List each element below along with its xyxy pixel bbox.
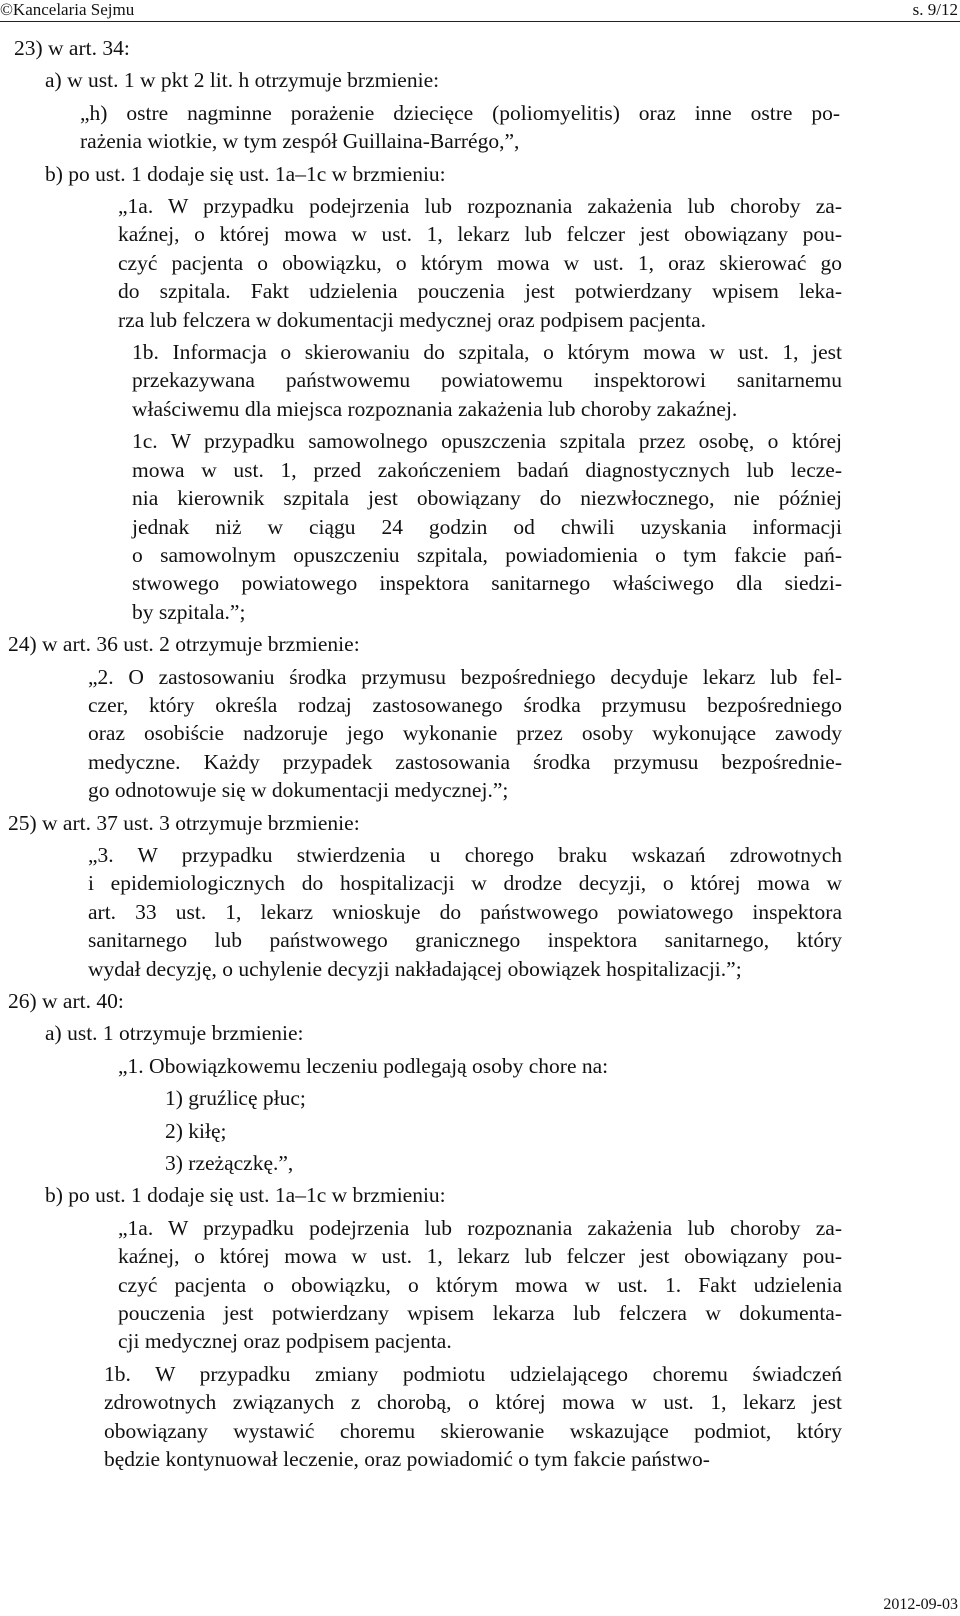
text-line: b) po ust. 1 dodaje się ust. 1a–1c w brzmieniu: bbox=[45, 161, 446, 186]
page-header bbox=[0, 0, 960, 22]
text-line: medyczne. Każdy przypadek zastosowania środka przymusu bezpośrednie- bbox=[88, 749, 842, 774]
paragraph bbox=[14, 34, 804, 62]
paragraph bbox=[118, 192, 842, 334]
paragraph bbox=[118, 1214, 842, 1356]
header-copyright: ©Kancelaria Sejmu bbox=[0, 0, 135, 19]
paragraph bbox=[88, 841, 842, 983]
paragraph bbox=[165, 1117, 842, 1145]
footer-date: 2012-09-03 bbox=[883, 1596, 958, 1613]
text-line: wydał decyzję, o uchylenie decyzji nakładającej obowiązek hospitalizacji.”; bbox=[88, 956, 742, 981]
text-line: kaźnej, o której mowa w ust. 1, lekarz lub felczer jest obowiązany pou- bbox=[118, 222, 842, 247]
paragraph bbox=[8, 630, 798, 658]
text-line: „1a. W przypadku podejrzenia lub rozpoznania zakażenia lub choroby za- bbox=[118, 1215, 842, 1240]
text-line: oraz osobiście nadzoruje jego wykonanie przez osoby wykonujące zawody bbox=[88, 721, 842, 746]
text-line: 23) w art. 34: bbox=[14, 36, 130, 60]
paragraph bbox=[165, 1149, 842, 1177]
header-page-number: s. 9/12 bbox=[912, 0, 958, 19]
text-line: art. 33 ust. 1, lekarz wnioskuje do państwowego powiatowego inspektora bbox=[88, 899, 842, 924]
document-body bbox=[0, 34, 960, 1478]
text-line: jednak niż w ciągu 24 godzin od chwili uzyskania informacji bbox=[132, 514, 842, 539]
text-line: zdrowotnych związanych z chorobą, o której mowa w ust. 1, lekarz jest bbox=[104, 1390, 842, 1415]
text-line: „3. W przypadku stwierdzenia u chorego braku wskazań zdrowotnych bbox=[88, 842, 842, 867]
text-line: b) po ust. 1 dodaje się ust. 1a–1c w brzmieniu: bbox=[45, 1183, 446, 1208]
text-line: czyć pacjenta o obowiązku, o którym mowa w ust. 1, oraz skierować go bbox=[118, 250, 842, 275]
paragraph bbox=[104, 1360, 842, 1474]
text-line: czyć pacjenta o obowiązku, o którym mowa w ust. 1. Fakt udzielenia bbox=[118, 1272, 842, 1297]
text-line: 1c. W przypadku samowolnego opuszczenia szpitala przez osobę, o której bbox=[132, 429, 842, 454]
text-line: będzie kontynuował leczenie, oraz powiadomić o tym fakcie państwo- bbox=[104, 1447, 710, 1472]
text-line: mowa w ust. 1, przed zakończeniem badań diagnostycznych lub lecze- bbox=[132, 457, 842, 482]
text-line: cji medycznej oraz podpisem pacjenta. bbox=[118, 1329, 452, 1354]
text-line: 1) gruźlicę płuc; bbox=[165, 1086, 306, 1111]
text-line: i epidemiologicznych do hospitalizacji w drodze decyzji, o której mowa w bbox=[88, 871, 842, 896]
paragraph bbox=[45, 66, 835, 94]
paragraph bbox=[45, 1019, 835, 1047]
text-line: pouczenia jest potwierdzany wpisem lekarza lub felczera w dokumenta- bbox=[118, 1301, 842, 1326]
text-line: 25) w art. 37 ust. 3 otrzymuje brzmienie: bbox=[8, 810, 360, 835]
text-line: o samowolnym opuszczeniu szpitala, powiadomienia o tym fakcie pań- bbox=[132, 542, 842, 567]
text-line: a) w ust. 1 w pkt 2 lit. h otrzymuje brzmienie: bbox=[45, 68, 440, 93]
text-line: 24) w art. 36 ust. 2 otrzymuje brzmienie: bbox=[8, 632, 360, 657]
text-line: by szpitala.”; bbox=[132, 599, 246, 624]
text-line: do szpitala. Fakt udzielenia pouczenia jest potwierdzany wpisem leka- bbox=[118, 279, 842, 304]
paragraph bbox=[8, 809, 798, 837]
text-line: czer, który określa rodzaj zastosowanego środka przymusu bezpośredniego bbox=[88, 692, 842, 717]
paragraph bbox=[8, 987, 798, 1015]
text-line: rza lub felczera w dokumentacji medycznej oraz podpisem pacjenta. bbox=[118, 307, 706, 332]
paragraph bbox=[80, 99, 840, 156]
paragraph bbox=[132, 338, 842, 423]
text-line: właściwemu dla miejsca rozpoznania zakażenia lub choroby zakaźnej. bbox=[132, 396, 738, 421]
text-line: „2. O zastosowaniu środka przymusu bezpośredniego decyduje lekarz lub fel- bbox=[88, 664, 842, 689]
text-line: sanitarnego lub państwowego granicznego inspektora sanitarnego, który bbox=[88, 928, 842, 953]
text-line: rażenia wiotkie, w tym zespół Guillaina-Barrégo,”, bbox=[80, 129, 520, 154]
text-line: 1b. Informacja o skierowaniu do szpitala, o którym mowa w ust. 1, jest bbox=[132, 340, 842, 365]
paragraph bbox=[88, 663, 842, 805]
text-line: „1a. W przypadku podejrzenia lub rozpoznania zakażenia lub choroby za- bbox=[118, 194, 842, 219]
paragraph bbox=[118, 1052, 842, 1080]
text-line: a) ust. 1 otrzymuje brzmienie: bbox=[45, 1021, 304, 1046]
text-line: 26) w art. 40: bbox=[8, 989, 124, 1013]
text-line: 1b. W przypadku zmiany podmiotu udzielającego choremu świadczeń bbox=[104, 1361, 842, 1386]
text-line: przekazywana państwowemu powiatowemu inspektorowi sanitarnemu bbox=[132, 368, 842, 393]
paragraph bbox=[132, 427, 842, 626]
text-line: kaźnej, o której mowa w ust. 1, lekarz lub felczer jest obowiązany pou- bbox=[118, 1244, 842, 1269]
paragraph bbox=[165, 1084, 842, 1112]
text-line: „1. Obowiązkowemu leczeniu podlegają osoby chore na: bbox=[118, 1053, 609, 1078]
paragraph bbox=[45, 160, 835, 188]
text-line: 2) kiłę; bbox=[165, 1118, 227, 1143]
header-rule bbox=[0, 21, 960, 22]
text-line: nia kierownik szpitala jest obowiązany do niezwłocznego, nie później bbox=[132, 486, 842, 511]
text-line: obowiązany wystawić choremu skierowanie wskazujące podmiot, który bbox=[104, 1418, 842, 1443]
text-line: 3) rzeżączkę.”, bbox=[165, 1151, 294, 1176]
paragraph bbox=[45, 1181, 835, 1209]
text-line: go odnotowuje się w dokumentacji medycznej.”; bbox=[88, 778, 509, 803]
text-line: „h) ostre nagminne porażenie dziecięce (poliomyelitis) oraz inne ostre po- bbox=[80, 100, 840, 125]
text-line: stwowego powiatowego inspektora sanitarnego właściwego dla siedzi- bbox=[132, 571, 842, 596]
